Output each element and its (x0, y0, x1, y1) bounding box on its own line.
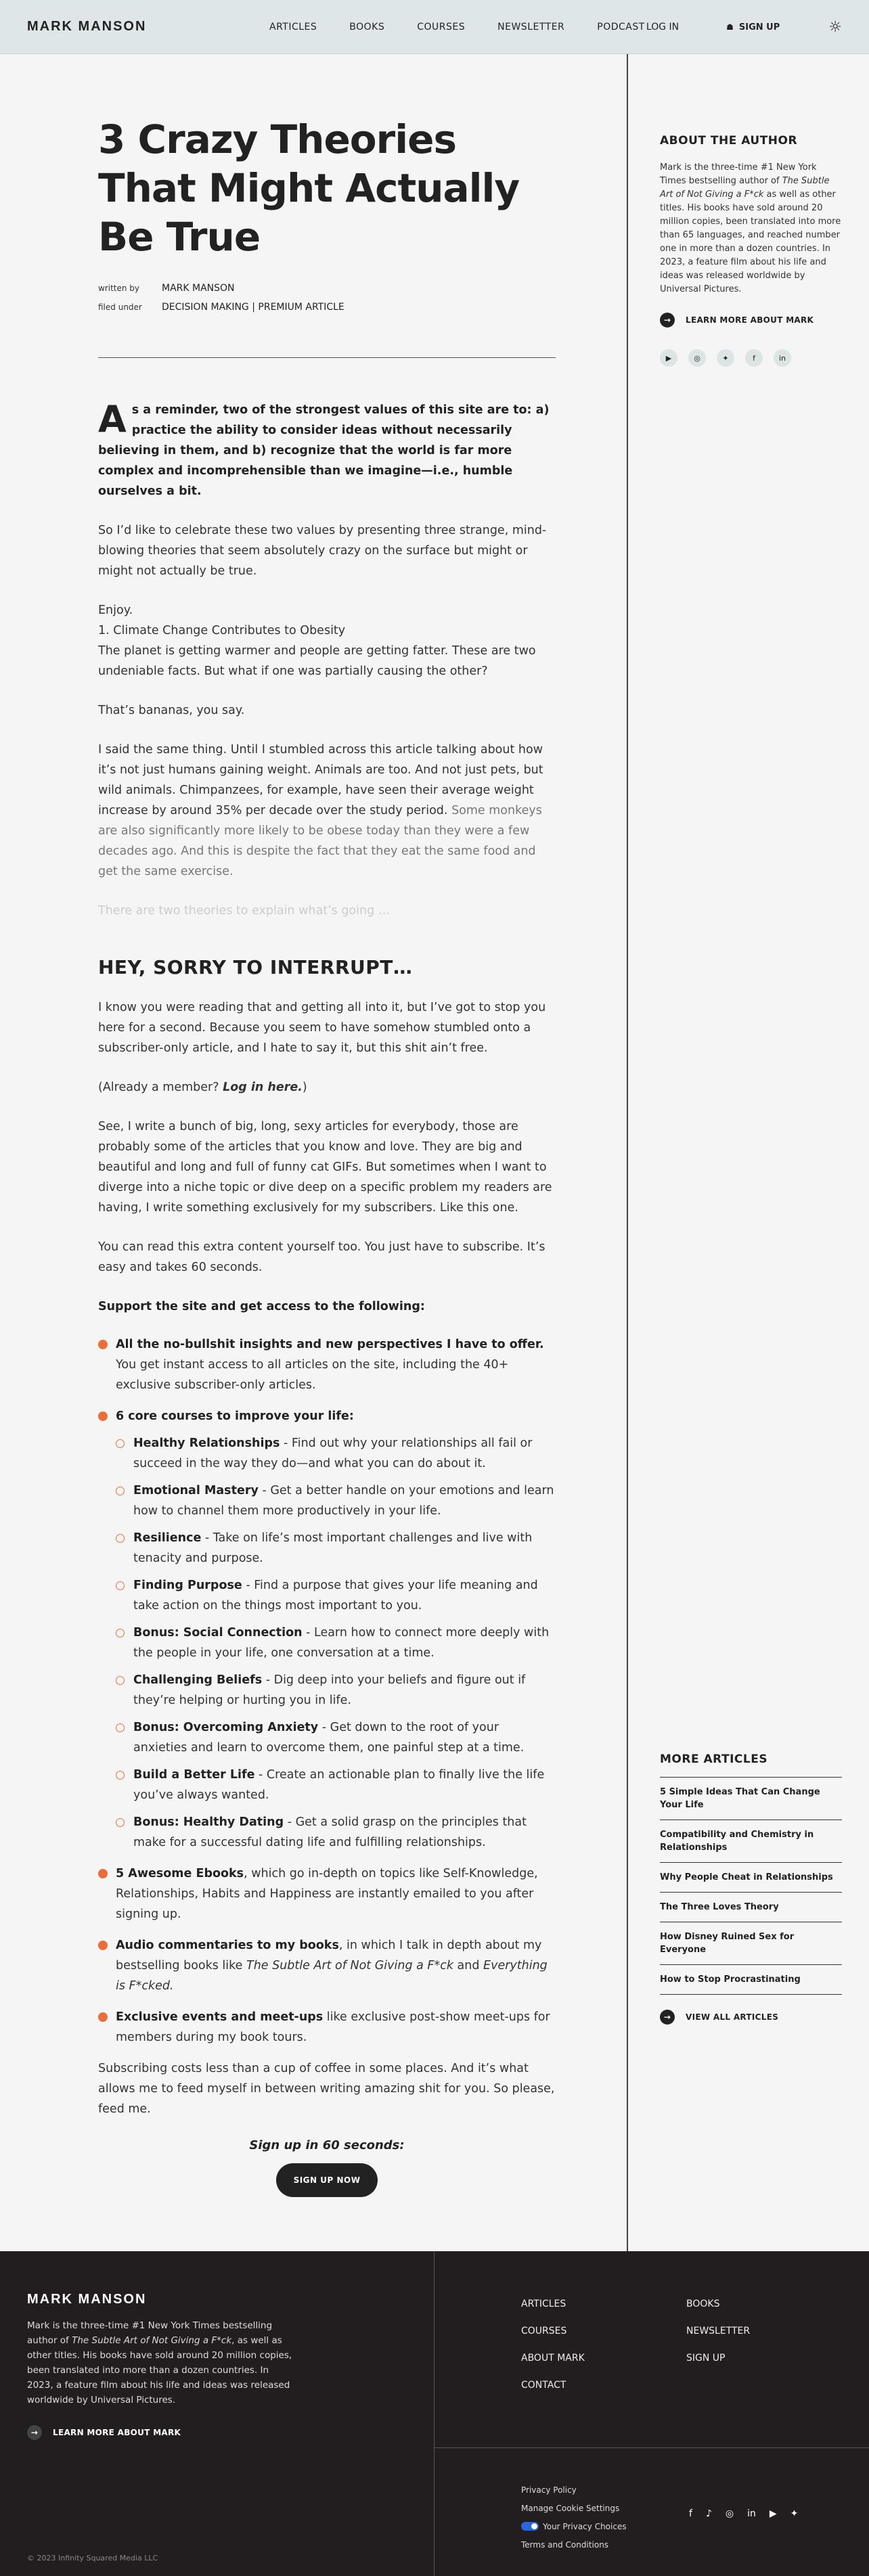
privacy-choices-link[interactable] (521, 2518, 627, 2536)
footer-link-about[interactable]: ABOUT MARK (521, 2353, 585, 2364)
user-icon: ☗ (726, 22, 734, 32)
more-article-link[interactable]: Compatibility and Chemistry in Relationships (660, 1820, 842, 1863)
course-item (116, 1481, 556, 1521)
instagram-icon[interactable]: ◎ (688, 349, 706, 367)
site-header (0, 0, 869, 54)
more-article-link[interactable]: The Three Loves Theory (660, 1893, 842, 1922)
closing-paren: ) (302, 1081, 307, 1094)
faded-paragraph: There are two theories to explain what’s going … (98, 904, 391, 918)
course-desc: - Create an actionable plan to finally live the life you’ve always wanted. (133, 1768, 545, 1802)
course-desc: - Take on life’s most important challenges and live with tenacity and purpose. (133, 1531, 533, 1565)
benefit-title: Audio commentaries to my books (116, 1939, 339, 1952)
faded-text: Some monkeys are also significantly more likely to be obese today than they were a few decades ago. And this is despite the fact that they eat the same food and get the same exercise. (98, 804, 542, 878)
benefit-desc: like exclusive post-show meet-ups for members during my book tours. (116, 2010, 550, 2044)
course-name: Healthy Relationships (133, 1437, 280, 1450)
view-all-articles-link[interactable] (660, 2010, 842, 2025)
course-item (116, 1623, 556, 1663)
signup-now-button[interactable]: SIGN UP NOW (276, 2163, 378, 2197)
course-desc: - Dig deep into your beliefs and figure out if they’re helping or hurting you in life. (133, 1673, 526, 1707)
footer-divider (435, 2447, 869, 2448)
privacy-policy-link[interactable]: Privacy Policy (521, 2485, 577, 2495)
course-item (116, 1670, 556, 1711)
footer-link-newsletter[interactable]: NEWSLETTER (686, 2326, 751, 2336)
nav-newsletter[interactable]: NEWSLETTER (497, 21, 565, 32)
course-desc: - Get a solid grasp on the principles that make for a successful dating life and fulfilling relationships. (133, 1815, 527, 1849)
course-name: Emotional Mastery (133, 1484, 259, 1497)
youtube-icon[interactable]: ▶ (769, 2508, 777, 2519)
footer-legal (521, 2481, 627, 2554)
footer-link-courses[interactable]: COURSES (521, 2326, 567, 2336)
benefit-title: Exclusive events and meet-ups (116, 2010, 324, 2024)
about-text-a: Mark is the three-time #1 New York Times bestselling author of (660, 162, 817, 186)
benefit-item (98, 1334, 556, 1395)
nav-courses[interactable]: COURSES (417, 21, 466, 32)
signup-link[interactable] (726, 22, 780, 32)
twitter-icon[interactable]: ✦ (717, 349, 734, 367)
sun-icon[interactable]: ☼ (828, 18, 842, 36)
course-name: Bonus: Healthy Dating (133, 1815, 284, 1829)
copyright: © 2023 Infinity Squared Media LLC (27, 2554, 158, 2562)
course-desc: - Get down to the root of your anxieties and learn to overcome them, one painful step at a time. (133, 1721, 525, 1755)
more-articles-heading: MORE ARTICLES (660, 1753, 768, 1766)
benefit-item (98, 1935, 556, 1996)
course-item (116, 1575, 556, 1616)
more-article-link[interactable]: Why People Cheat in Relationships (660, 1863, 842, 1893)
paywall-heading: HEY, SORRY TO INTERRUPT… (98, 956, 413, 978)
main-nav (269, 22, 677, 32)
footer-book-title: The Subtle Art of Not Giving a F*ck (72, 2335, 232, 2346)
article-paragraph (98, 600, 556, 681)
already-member-text: (Already a member? (98, 1081, 223, 1094)
nav-articles[interactable]: ARTICLES (269, 21, 317, 32)
course-name: Resilience (133, 1531, 202, 1545)
benefit-item (98, 1406, 556, 1853)
footer-social (689, 2508, 798, 2519)
paywall-paragraph: You can read this extra content yourself too. You just have to subscribe. It’s easy and takes 60 seconds. (98, 1240, 545, 1274)
lead-text: s a reminder, two of the strongest values of this site are to: a) practice the ability to consider ideas without necessarily believing in them, and b) recognize that the world is far more complex and incomprehensible than we imagine—i.e., humble ourselves a bit. (98, 403, 550, 498)
page-body (0, 54, 869, 2251)
more-article-link[interactable]: How to Stop Procrastinating (660, 1965, 842, 1995)
about-text-b: as well as other titles. His books have sold around 20 million copies, been translated into more than 65 languages, and reached number one in more than a dozen countries. In 2023, a feature film about his life and ideas was released worldwide by Universal Pictures. (660, 189, 841, 294)
footer-about (0, 2251, 435, 2576)
benefit-title: All the no-bullshit insights and new perspectives I have to offer. (116, 1338, 544, 1351)
course-name: Finding Purpose (133, 1579, 242, 1592)
member-login-line (98, 1077, 556, 1098)
benefit-title: 6 core courses to improve your life: (116, 1409, 354, 1423)
footer-link-articles[interactable]: ARTICLES (521, 2299, 566, 2309)
category-links[interactable]: DECISION MAKING | PREMIUM ARTICLE (162, 302, 344, 313)
linkedin-icon[interactable]: in (774, 349, 791, 367)
site-logo[interactable]: MARK MANSON (27, 19, 147, 34)
youtube-icon[interactable]: ▶ (660, 349, 677, 367)
course-name: Build a Better Life (133, 1768, 255, 1782)
course-item (116, 1812, 556, 1853)
linkedin-icon[interactable]: in (747, 2508, 756, 2519)
support-heading: Support the site and get access to the following: (98, 1300, 425, 1313)
book-title: Everything is F*cked. (116, 1959, 548, 1993)
more-articles (660, 1753, 842, 2025)
drop-cap: A (98, 398, 127, 440)
course-name: Bonus: Overcoming Anxiety (133, 1721, 319, 1734)
filed-under-label: filed under (98, 302, 142, 312)
book-title: The Subtle Art of Not Giving a F*ck (246, 1959, 453, 1972)
course-desc: - Learn how to connect more deeply with the people in your life, one conversation at a time. (133, 1626, 550, 1660)
facebook-icon[interactable]: f (745, 349, 763, 367)
conjunction: and (453, 1959, 484, 1972)
article-paragraph: That’s bananas, you say. (98, 704, 245, 717)
footer-nav (521, 2299, 781, 2391)
footer-about-a: Mark is the three-time #1 New York Times bestselling author of (27, 2320, 273, 2346)
article-lead (98, 400, 556, 501)
footer-links-area (435, 2251, 869, 2576)
view-all-label: VIEW ALL ARTICLES (686, 2012, 779, 2022)
arrow-right-icon: → (660, 313, 675, 327)
more-article-link[interactable]: How Disney Ruined Sex for Everyone (660, 1922, 842, 1965)
course-name: Challenging Beliefs (133, 1673, 263, 1687)
privacy-toggle-icon (521, 2522, 539, 2531)
enjoy-text: Enjoy. (98, 604, 133, 617)
paragraph-text: I said the same thing. Until I stumbled across this article talking about how it’s not just humans gaining weight. Animals are too. And not just pets, but wild animals. Chimpanzees, for example, have seen their average weight increase by around 35% per decade over the study period. (98, 743, 543, 817)
written-by-label: written by (98, 284, 140, 293)
social-links (660, 349, 842, 367)
about-book-title: The Subtle Art of Not Giving a F*ck (660, 176, 830, 200)
course-name: Bonus: Social Connection (133, 1626, 303, 1640)
article-paragraph: So I’d like to celebrate these two values by presenting three strange, mind-blowing theories that seem absolutely crazy on the surface but might or might not actually be true. (98, 524, 547, 578)
instagram-icon[interactable]: ◎ (725, 2508, 734, 2519)
benefit-title: 5 Awesome Ebooks (116, 1867, 244, 1880)
footer-about-b: , as well as other titles. His books have sold around 20 million copies, been translated into more than a dozen countries. In 2023, a feature film about his life and ideas was released worldwide by Universal Pictures. (27, 2335, 292, 2405)
cta-line: Sign up in 60 seconds: (249, 2138, 405, 2152)
benefit-item (98, 1863, 556, 1924)
paywall-paragraph: I know you were reading that and getting all into it, but I’ve got to stop you here for a second. Because you seem to have somehow stumbled onto a subscriber-only article, and I hate to say it, but this shit ain’t free. (98, 1001, 546, 1055)
benefit-desc: You get instant access to all articles on the site, including the 40+ exclusive subscriber-only articles. (116, 1358, 509, 1392)
footer-learn-more-label: LEARN MORE ABOUT MARK (53, 2428, 181, 2437)
closing-paragraph: Subscribing costs less than a cup of coffee in some places. And it’s what allows me to feed myself in between writing amazing shit for you. So please, feed me. (98, 2062, 555, 2116)
footer-link-contact[interactable]: CONTACT (521, 2380, 566, 2391)
course-desc: - Get a better handle on your emotions and learn how to channel them more productively in your life. (133, 1484, 554, 1518)
course-item (116, 1528, 556, 1568)
nav-podcast[interactable]: PODCAST (597, 21, 645, 32)
benefit-desc: , in which I talk in depth about my bestselling books like (116, 1939, 542, 1972)
author-link[interactable]: MARK MANSON (162, 283, 235, 294)
header-actions (646, 0, 842, 54)
terms-link[interactable]: Terms and Conditions (521, 2540, 609, 2550)
footer-link-signup[interactable]: SIGN UP (686, 2353, 726, 2364)
more-article-link[interactable]: 5 Simple Ideas That Can Change Your Life (660, 1777, 842, 1820)
benefits-list (98, 1334, 556, 2048)
article-main (0, 54, 628, 2251)
site-footer (0, 2251, 869, 2576)
login-here-label: Log in here. (223, 1081, 303, 1094)
about-author-heading: ABOUT THE AUTHOR (660, 134, 798, 148)
arrow-right-icon: → (27, 2425, 42, 2440)
footer-about-text (27, 2318, 298, 2408)
courses-list (116, 1433, 556, 1853)
course-desc: - Find out why your relationships all fail or succeed in the way they do—and what you can do about it. (133, 1437, 533, 1470)
sidebar (628, 54, 869, 2251)
arrow-right-icon: → (660, 2010, 675, 2025)
learn-more-label: LEARN MORE ABOUT MARK (686, 315, 814, 325)
twitter-icon[interactable]: ✦ (790, 2508, 799, 2519)
privacy-choices-label: Your Privacy Choices (543, 2522, 627, 2531)
main-spacer (98, 2197, 556, 2251)
footer-logo[interactable]: MARK MANSON (27, 2292, 147, 2307)
article-paragraph (98, 740, 556, 882)
article-meta (98, 279, 556, 317)
article-title: 3 Crazy Theories That Might Actually Be True (98, 116, 520, 260)
benefit-item (98, 2007, 556, 2048)
theory-text: The planet is getting warmer and people are getting fatter. These are two undeniable facts. But what if one was partially causing the other? (98, 644, 536, 678)
login-here-link[interactable] (223, 1081, 303, 1094)
course-desc: - Find a purpose that gives your life meaning and take action on the things most important to you. (133, 1579, 538, 1612)
benefit-desc: , which go in-depth on topics like Self-Knowledge, Relationships, Habits and Happiness are instantly emailed to you after signing up. (116, 1867, 538, 1921)
about-author-text (660, 161, 842, 296)
learn-more-link[interactable] (660, 313, 842, 327)
cookie-settings-link[interactable]: Manage Cookie Settings (521, 2504, 620, 2513)
paywall-paragraph: See, I write a bunch of big, long, sexy articles for everybody, those are probably some of the articles that you know and love. They are big and beautiful and long and full of funny cat GIFs. But sometimes when I want to diverge into a niche topic or dive deep on a specific problem my readers are having, I write something exclusively for my subscribers. Like this one. (98, 1120, 552, 1215)
course-item (116, 1717, 556, 1758)
course-item (116, 1433, 556, 1474)
course-item (116, 1765, 556, 1805)
facebook-icon[interactable]: f (689, 2508, 692, 2519)
nav-books[interactable]: BOOKS (349, 21, 385, 32)
footer-learn-more-link[interactable] (27, 2425, 407, 2440)
tiktok-icon[interactable]: ♪ (705, 2508, 712, 2519)
signup-label: SIGN UP (738, 22, 780, 32)
title-divider (98, 357, 556, 358)
footer-link-books[interactable]: BOOKS (686, 2299, 720, 2309)
theory-heading: 1. Climate Change Contributes to Obesity (98, 624, 346, 637)
login-link[interactable]: LOG IN (646, 22, 679, 32)
